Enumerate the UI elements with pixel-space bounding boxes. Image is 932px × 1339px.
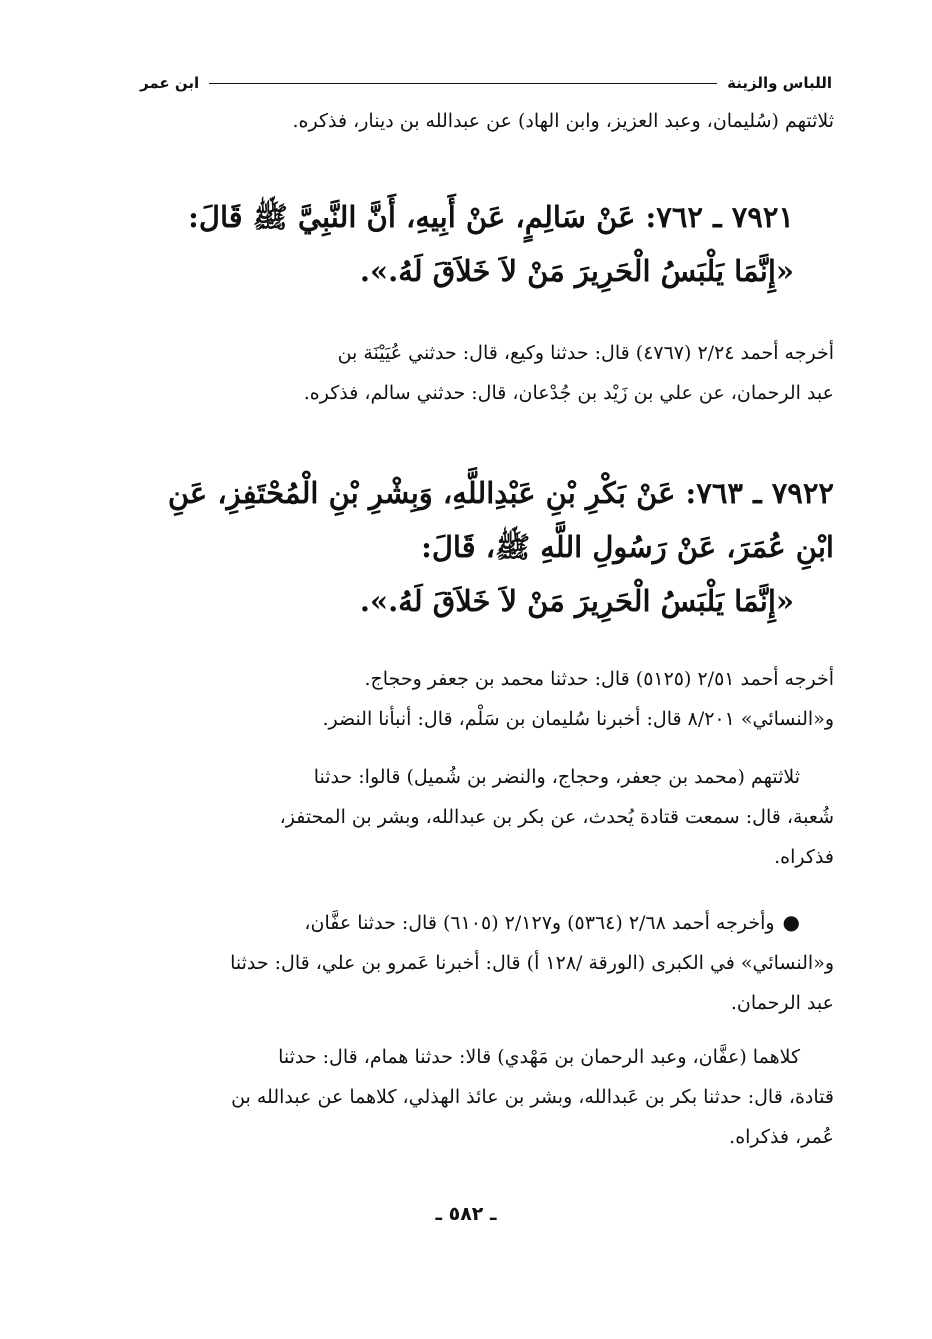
hadith-7921 <box>128 190 834 298</box>
continuation-line: ثلاثتهم (سُليمان، وعبد العزيز، وابن الهاد) عن عبدالله بن دينار، فذكره. <box>292 110 834 132</box>
takhrij-7922-a-line-1: أخرجه أحمد ٢/٥١ (٥١٢٥) قال: حدثنا محمد بن جعفر وحجاج. <box>364 668 834 690</box>
hadith-7922-isnad-2: ابْنِ عُمَرَ، عَنْ رَسُولِ اللَّهِ ﷺ، قَالَ: <box>421 530 834 564</box>
takhrij-7922-b-line-3: فذكراه. <box>774 846 834 868</box>
takhrij-7922-c <box>128 902 834 1023</box>
takhrij-7922-b-line-1: ثلاثتهم (محمد بن جعفر، وحجاج، والنضر بن شُميل) قالوا: حدثنا <box>313 766 800 788</box>
takhrij-7922-c-line-3: عبد الرحمان. <box>730 992 834 1014</box>
running-header <box>140 70 832 96</box>
continuation-paragraph <box>128 101 834 141</box>
takhrij-7922-d-line-2: قتادة، قال: حدثنا بكر بن عَبدالله، وبشر بن عائذ الهذلي، كلاهما عن عبدالله بن <box>231 1086 834 1108</box>
takhrij-7922-b-line-2: شُعبة، قال: سمعت قتادة يُحدث، عن بكر بن عبدالله، وبشر بن المحتفز، <box>279 806 834 828</box>
takhrij-7922-d-line-3: عُمر، فذكراه. <box>729 1126 834 1148</box>
takhrij-7921-line-2: عبد الرحمان، عن علي بن زَيْد بن جُدْعان، قال: حدثني سالم، فذكره. <box>303 382 834 404</box>
takhrij-7922-a <box>128 659 834 739</box>
page-number: ـ ٥٨٢ ـ <box>435 1203 497 1225</box>
takhrij-7921-line-1: أخرجه أحمد ٢/٢٤ (٤٧٦٧) قال: حدثنا وكيع، قال: حدثني عُيَيْنَة بن <box>337 342 834 364</box>
takhrij-7922-d-line-1: كلاهما (عفَّان، وعبد الرحمان بن مَهْدي) قالا: حدثنا همام، قال: حدثنا <box>278 1046 800 1068</box>
hadith-7922-matn: «إِنَّمَا يَلْبَسُ الْحَرِيرَ مَنْ لاَ خَلاَقَ لَهُ.». <box>359 584 794 618</box>
takhrij-7921 <box>128 333 834 413</box>
takhrij-7922-b <box>128 757 834 877</box>
hadith-7922 <box>128 466 834 628</box>
takhrij-7922-a-line-2: و«النسائي» ٨/٢٠١ قال: أخبرنا سُليمان بن سَلْم، قال: أنبأنا النضر. <box>322 708 834 730</box>
takhrij-7922-c-line-2: و«النسائي» في الكبرى (الورقة /١٢٨ أ) قال: أخبرنا عَمرو بن علي، قال: حدثنا <box>230 952 834 974</box>
header-narrator: ابن عمر <box>140 74 200 92</box>
bullet-icon: ● <box>782 910 800 934</box>
header-rule <box>209 83 717 84</box>
takhrij-7922-c-line-1-text: وأخرجه أحمد ٢/٦٨ (٥٣٦٤) و٢/١٢٧ (٦١٠٥) قال: حدثنا عفَّان، <box>304 912 775 934</box>
takhrij-7922-c-line-1 <box>128 902 834 943</box>
header-chapter-title: اللباس والزينة <box>727 74 832 92</box>
hadith-7921-isnad: ٧٩٢١ ـ ٧٦٢: عَنْ سَالِمٍ، عَنْ أَبِيهِ، أَنَّ النَّبِيَّ ﷺ قَالَ: <box>188 200 794 234</box>
hadith-7922-isnad-1: ٧٩٢٢ ـ ٧٦٣: عَنْ بَكْرِ بْنِ عَبْدِاللَّهِ، وَبِشْرِ بْنِ الْمُحْتَفِزِ، عَنِ <box>167 476 834 510</box>
hadith-7921-matn: «إِنَّمَا يَلْبَسُ الْحَرِيرَ مَنْ لاَ خَلاَقَ لَهُ.». <box>359 254 794 288</box>
takhrij-7922-d <box>128 1037 834 1157</box>
